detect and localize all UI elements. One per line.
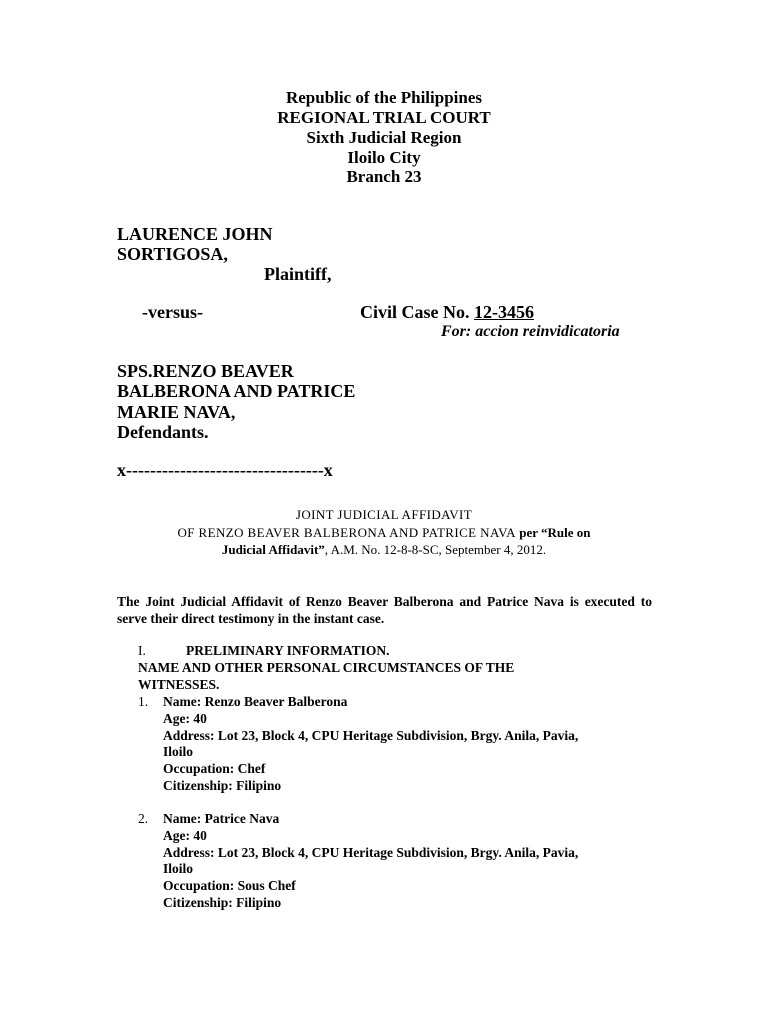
court-city: Iloilo City <box>347 148 421 167</box>
section-numeral: I. <box>138 643 146 658</box>
court-republic: Republic of the Philippines <box>285 88 482 107</box>
defendants-line3: MARIE NAVA, <box>117 402 236 422</box>
affidavit-title-citation: , A.M. No. 12-8-8-SC, September 4, 2012. <box>324 542 547 557</box>
section-subheading-line2: WITNESSES. <box>138 677 220 692</box>
civil-case-label: Civil Case No. <box>360 302 470 322</box>
case-nature: For: accion reinvidicatoria <box>441 323 620 340</box>
witness-2-address-line2: Iloilo <box>163 861 194 876</box>
witness-1-number: 1. <box>138 694 149 709</box>
civil-case-number <box>360 302 534 323</box>
caption-separator: x---------------------------------x <box>117 460 333 480</box>
defendants-role: Defendants. <box>117 422 209 442</box>
witness-1-citizenship: Citizenship: Filipino <box>163 778 282 793</box>
intro-paragraph: The Joint Judicial Affidavit of Renzo Beaver Balberona and Patrice Nava is executed to serve their direct testimony in the instant case. <box>117 594 652 626</box>
affidavit-title-line1: JOINT JUDICIAL AFFIDAVIT <box>295 507 473 522</box>
section-subheading-line1: NAME AND OTHER PERSONAL CIRCUMSTANCES OF THE <box>138 660 515 675</box>
affidavit-title-line3 <box>0 542 768 558</box>
witness-1-occupation: Occupation: Chef <box>163 761 266 776</box>
section-heading: PRELIMINARY INFORMATION. <box>186 643 390 658</box>
versus-label: -versus- <box>142 302 203 322</box>
court-name: REGIONAL TRIAL COURT <box>277 108 491 127</box>
case-number: 12-3456 <box>474 302 534 322</box>
court-region: Sixth Judicial Region <box>306 128 462 147</box>
witness-1-name: Name: Renzo Beaver Balberona <box>163 694 348 709</box>
court-branch: Branch 23 <box>346 167 422 186</box>
plaintiff-name-line2: SORTIGOSA, <box>117 244 228 264</box>
witness-2-name: Name: Patrice Nava <box>163 811 280 826</box>
plaintiff-role: Plaintiff, <box>264 264 332 284</box>
plaintiff-name-line1: LAURENCE JOHN <box>117 224 273 244</box>
defendants-line1: SPS.RENZO BEAVER <box>117 361 294 381</box>
witness-1-address-line2: Iloilo <box>163 744 194 759</box>
witness-2-occupation: Occupation: Sous Chef <box>163 878 296 893</box>
witness-2-number: 2. <box>138 811 149 826</box>
affidavit-title-per: per “Rule on <box>515 525 591 540</box>
affidavit-title-names: OF RENZO BEAVER BALBERONA AND PATRICE NAVA <box>177 525 516 540</box>
witness-1-address-line1: Address: Lot 23, Block 4, CPU Heritage Subdivision, Brgy. Anila, Pavia, <box>163 728 579 743</box>
witness-2-age: Age: 40 <box>163 828 207 843</box>
witness-1-age: Age: 40 <box>163 711 207 726</box>
affidavit-title-rule: Judicial Affidavit” <box>221 542 325 557</box>
witness-2-citizenship: Citizenship: Filipino <box>163 895 282 910</box>
defendants-line2: BALBERONA AND PATRICE <box>117 381 356 401</box>
witness-2-address-line1: Address: Lot 23, Block 4, CPU Heritage Subdivision, Brgy. Anila, Pavia, <box>163 845 579 860</box>
affidavit-title-line2 <box>0 525 768 541</box>
